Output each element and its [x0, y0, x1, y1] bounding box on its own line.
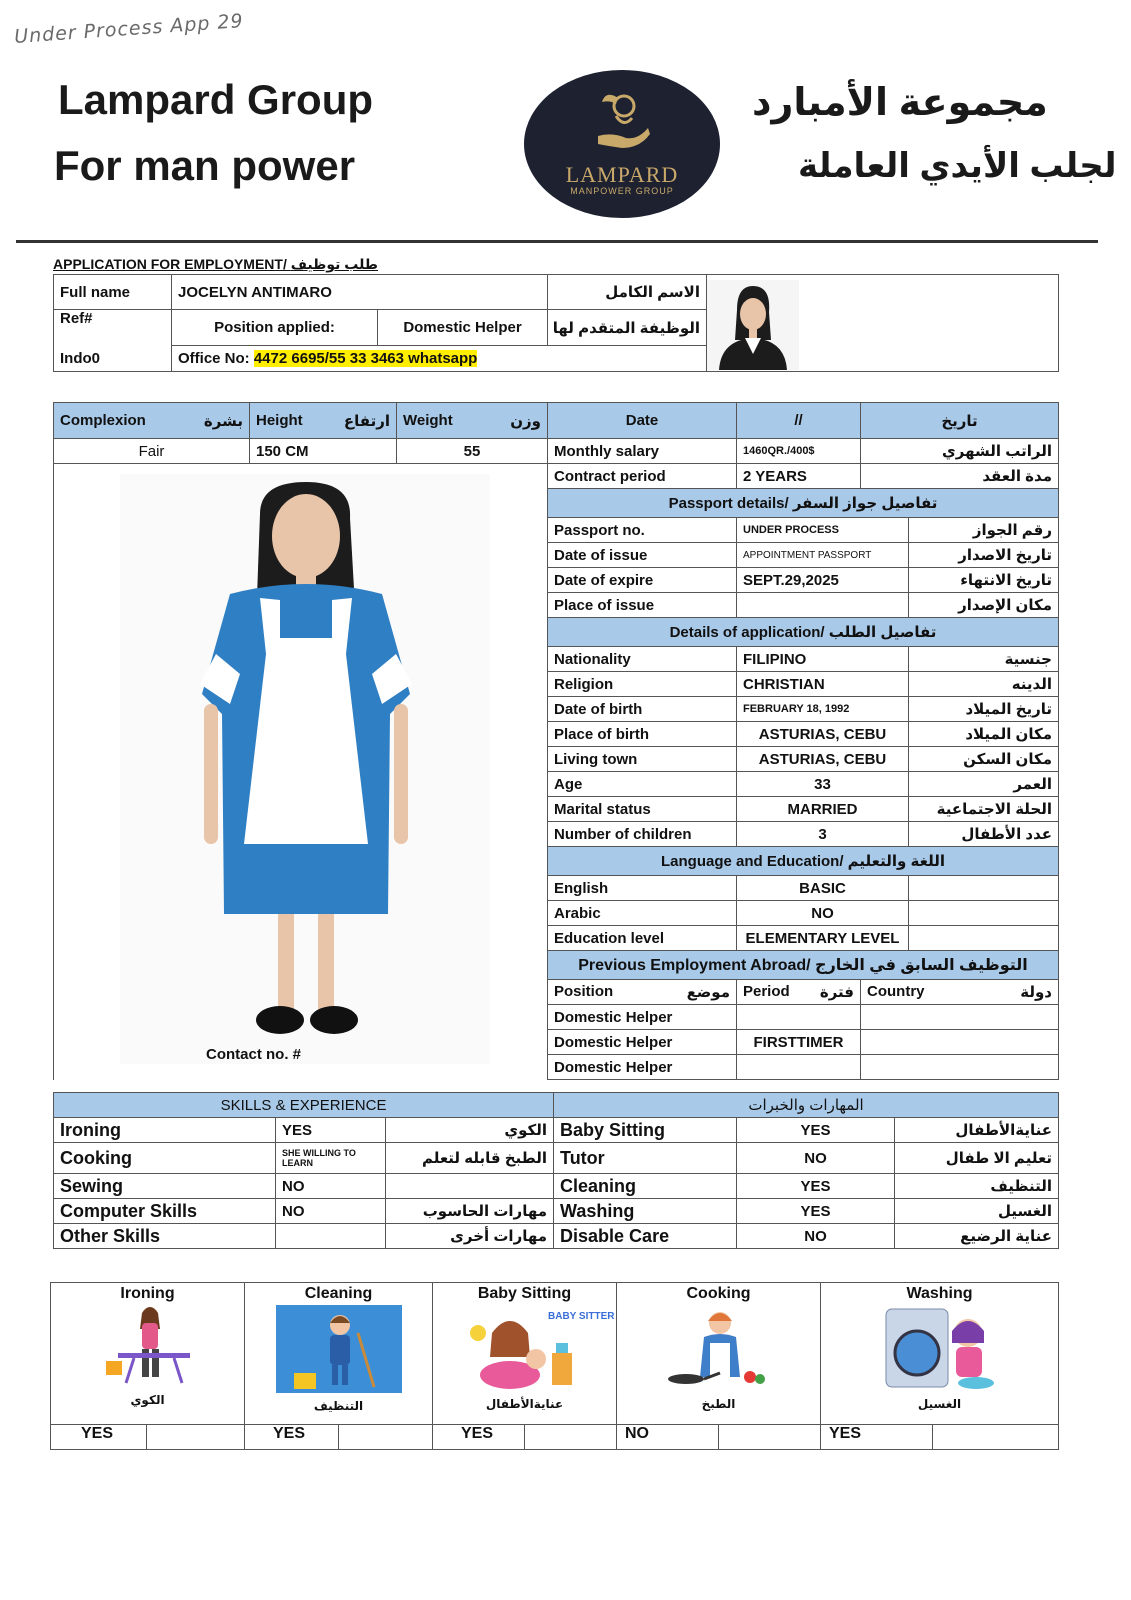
skills-title-ar: المهارات والخبرات [554, 1093, 1059, 1118]
passport-row-ar: مكان الإصدار [909, 593, 1059, 618]
application-row-ar: الحلة الاجتماعية [909, 797, 1059, 822]
skill-left-ar: مهارات أخرى [386, 1224, 554, 1249]
skill-card-ironing-extra [147, 1425, 245, 1450]
application-row-label: Date of birth [548, 697, 737, 722]
date-ar: تاريخ [861, 403, 1059, 439]
language-row-label: English [548, 876, 737, 901]
application-row-label: Nationality [548, 647, 737, 672]
full-name-label: Full name [54, 275, 172, 310]
application-row-ar: تاريخ الميلاد [909, 697, 1059, 722]
skill-left-ar: الطبخ قابله لتعلم [386, 1143, 554, 1174]
full-name-value: JOCELYN ANTIMARO [172, 275, 548, 310]
brand-name-ar-line1: مجموعة الأمبارد [752, 82, 1048, 124]
ref-value: Indo0 [54, 346, 172, 372]
contract-value: 2 YEARS [737, 464, 861, 489]
language-row-value: BASIC [737, 876, 909, 901]
company-logo [524, 70, 720, 218]
employment-row-position: Domestic Helper [548, 1005, 737, 1030]
woman-hand-logo-icon [592, 88, 652, 158]
skill-right-label: Cleaning [554, 1174, 737, 1199]
contract-ar: مدة العقد [861, 464, 1059, 489]
skill-right-ar: التنظيف [895, 1174, 1059, 1199]
skill-left-label: Cooking [54, 1143, 276, 1174]
passport-row-ar: تاريخ الاصدار [909, 543, 1059, 568]
passport-row-value [737, 593, 909, 618]
skill-card-cleaning-value: YES [245, 1425, 339, 1450]
skill-right-ar: عنايةالأطفال [895, 1118, 1059, 1143]
passport-row-label: Date of issue [548, 543, 737, 568]
logo-subtitle: MANPOWER GROUP [570, 186, 674, 196]
washing-icon [880, 1303, 1000, 1393]
skill-right-label: Washing [554, 1199, 737, 1224]
passport-row-label: Place of issue [548, 593, 737, 618]
language-section-title: Language and Education/ اللغة والتعليم [548, 847, 1059, 876]
skill-right-value: NO [737, 1143, 895, 1174]
passport-section-title: Passport details/ تفاصيل جواز السفر [548, 489, 1059, 518]
application-row-value: FEBRUARY 18, 1992 [737, 697, 909, 722]
complexion-header: Complexion بشرة [54, 403, 250, 439]
ironing-icon [98, 1303, 198, 1389]
baby-sitter-badge: BABY SITTER [547, 1311, 614, 1322]
skill-left-ar: مهارات الحاسوب [386, 1199, 554, 1224]
application-row-value: ASTURIAS, CEBU [737, 722, 909, 747]
ref-label: Ref# [54, 310, 172, 346]
application-row-label: Religion [548, 672, 737, 697]
baby-sitting-icon [460, 1303, 614, 1393]
employment-row-period [737, 1005, 861, 1030]
skill-right-ar: تعليم الا طفال [895, 1143, 1059, 1174]
employment-position-header: Position موضع [548, 980, 737, 1005]
handwritten-note: Under Process App 29 [13, 10, 245, 48]
skill-card-ironing: Ironing الكوي [51, 1283, 245, 1425]
skill-right-ar: عناية الرضيع [895, 1224, 1059, 1249]
application-row-ar: مكان السكن [909, 747, 1059, 772]
skill-right-label: Tutor [554, 1143, 737, 1174]
date-value: // [737, 403, 861, 439]
application-row-label: Marital status [548, 797, 737, 822]
language-row-extra [909, 876, 1059, 901]
skill-card-baby-sitting-value: YES [433, 1425, 525, 1450]
personal-info-table [53, 274, 1059, 372]
skill-left-label: Computer Skills [54, 1199, 276, 1224]
language-row-label: Arabic [548, 901, 737, 926]
skill-right-value: YES [737, 1118, 895, 1143]
passport-row-label: Date of expire [548, 568, 737, 593]
salary-label: Monthly salary [548, 439, 737, 464]
office-number: 4472 6695/55 33 3463 whatsapp [253, 350, 478, 367]
header-divider [16, 240, 1098, 243]
employment-row-position: Domestic Helper [548, 1055, 737, 1080]
employment-row-country [861, 1055, 1059, 1080]
skill-card-washing-value: YES [821, 1425, 933, 1450]
cleaning-icon [274, 1303, 404, 1395]
brand-name-ar-line2: لجلب الأيدي العاملة [798, 147, 1117, 185]
skill-left-value: NO [276, 1199, 386, 1224]
skill-card-cooking-value: NO [617, 1425, 719, 1450]
skill-icons-table [50, 1282, 1059, 1450]
skill-right-value: NO [737, 1224, 895, 1249]
full-name-ar: الاسم الكامل [548, 275, 707, 310]
application-row-value: FILIPINO [737, 647, 909, 672]
skill-card-washing-extra [933, 1425, 1059, 1450]
complexion-value: Fair [54, 439, 250, 464]
passport-row-value: APPOINTMENT PASSPORT [737, 543, 909, 568]
weight-value: 55 [397, 439, 548, 464]
logo-name: LAMPARD [565, 162, 679, 187]
salary-value: 1460QR./400$ [737, 439, 861, 464]
height-value: 150 CM [250, 439, 397, 464]
employment-row-country [861, 1030, 1059, 1055]
skill-right-value: YES [737, 1199, 895, 1224]
employment-country-header: Country دولة [861, 980, 1059, 1005]
salary-ar: الراتب الشهري [861, 439, 1059, 464]
passport-row-value: UNDER PROCESS [737, 518, 909, 543]
application-row-label: Age [548, 772, 737, 797]
skill-card-baby-sitting-extra [525, 1425, 617, 1450]
skill-left-value: NO [276, 1174, 386, 1199]
form-title: APPLICATION FOR EMPLOYMENT/ طلب توظيف [53, 256, 378, 272]
position-label: Position applied: [172, 310, 378, 346]
skill-card-baby-sitting: Baby Sitting BABY SITTER عنايةالأطفال [433, 1283, 617, 1425]
application-row-ar: عدد الأطفال [909, 822, 1059, 847]
skill-right-label: Baby Sitting [554, 1118, 737, 1143]
application-row-label: Place of birth [548, 722, 737, 747]
position-value: Domestic Helper [378, 310, 548, 346]
employment-section-title: Previous Employment Abroad/ التوظيف السابق في الخارج [548, 951, 1059, 980]
application-row-value: 3 [737, 822, 909, 847]
language-row-value: ELEMENTARY LEVEL [737, 926, 909, 951]
application-row-ar: العمر [909, 772, 1059, 797]
skills-title-en: SKILLS & EXPERIENCE [54, 1093, 554, 1118]
skill-card-cleaning-extra [339, 1425, 433, 1450]
skill-card-cooking: Cooking الطبخ [617, 1283, 821, 1425]
application-row-value: 33 [737, 772, 909, 797]
application-row-label: Living town [548, 747, 737, 772]
skill-left-value [276, 1224, 386, 1249]
skill-card-cleaning: Cleaning التنظيف [245, 1283, 433, 1425]
weight-header: Weight وزن [397, 403, 548, 439]
brand-name-en-line2: For man power [54, 142, 356, 189]
employment-row-period [737, 1055, 861, 1080]
date-header: Date [548, 403, 737, 439]
language-row-extra [909, 901, 1059, 926]
passport-row-label: Passport no. [548, 518, 737, 543]
contract-label: Contract period [548, 464, 737, 489]
language-row-value: NO [737, 901, 909, 926]
contact-label: Contact no. # [206, 1046, 302, 1063]
cooking-icon [664, 1303, 774, 1393]
application-row-value: ASTURIAS, CEBU [737, 747, 909, 772]
employment-period-header: Period فترة [737, 980, 861, 1005]
skill-right-ar: الغسيل [895, 1199, 1059, 1224]
skill-left-value: SHE WILLING TO LEARN [276, 1143, 386, 1174]
brand-name-en-line1: Lampard Group [58, 76, 374, 123]
skill-right-label: Disable Care [554, 1224, 737, 1249]
applicant-full-photo [120, 474, 490, 1064]
application-row-value: CHRISTIAN [737, 672, 909, 697]
skill-right-value: YES [737, 1174, 895, 1199]
skills-table [53, 1092, 1059, 1249]
passport-row-value: SEPT.29,2025 [737, 568, 909, 593]
employment-row-country [861, 1005, 1059, 1030]
language-row-label: Education level [548, 926, 737, 951]
office-cell [172, 346, 707, 372]
skill-left-label: Other Skills [54, 1224, 276, 1249]
application-row-value: MARRIED [737, 797, 909, 822]
height-header: Height ارتفاع [250, 403, 397, 439]
skill-left-ar [386, 1174, 554, 1199]
application-row-ar: الدينه [909, 672, 1059, 697]
passport-row-ar: تاريخ الانتهاء [909, 568, 1059, 593]
application-row-label: Number of children [548, 822, 737, 847]
skill-left-label: Ironing [54, 1118, 276, 1143]
skill-card-washing: Washing الغسيل [821, 1283, 1059, 1425]
applicant-portrait [707, 280, 799, 370]
application-row-ar: جنسية [909, 647, 1059, 672]
office-label: Office No: [178, 350, 250, 367]
skill-left-ar: الكوي [386, 1118, 554, 1143]
position-ar: الوظيفة المتقدم لها [548, 310, 707, 346]
employment-row-period: FIRSTTIMER [737, 1030, 861, 1055]
skill-card-ironing-value: YES [51, 1425, 147, 1450]
skill-card-cooking-extra [719, 1425, 821, 1450]
employment-row-position: Domestic Helper [548, 1030, 737, 1055]
language-row-extra [909, 926, 1059, 951]
passport-row-ar: رقم الجواز [909, 518, 1059, 543]
application-section-title: Details of application/ تفاصيل الطلب [548, 618, 1059, 647]
skill-left-value: YES [276, 1118, 386, 1143]
skill-left-label: Sewing [54, 1174, 276, 1199]
application-row-ar: مكان الميلاد [909, 722, 1059, 747]
